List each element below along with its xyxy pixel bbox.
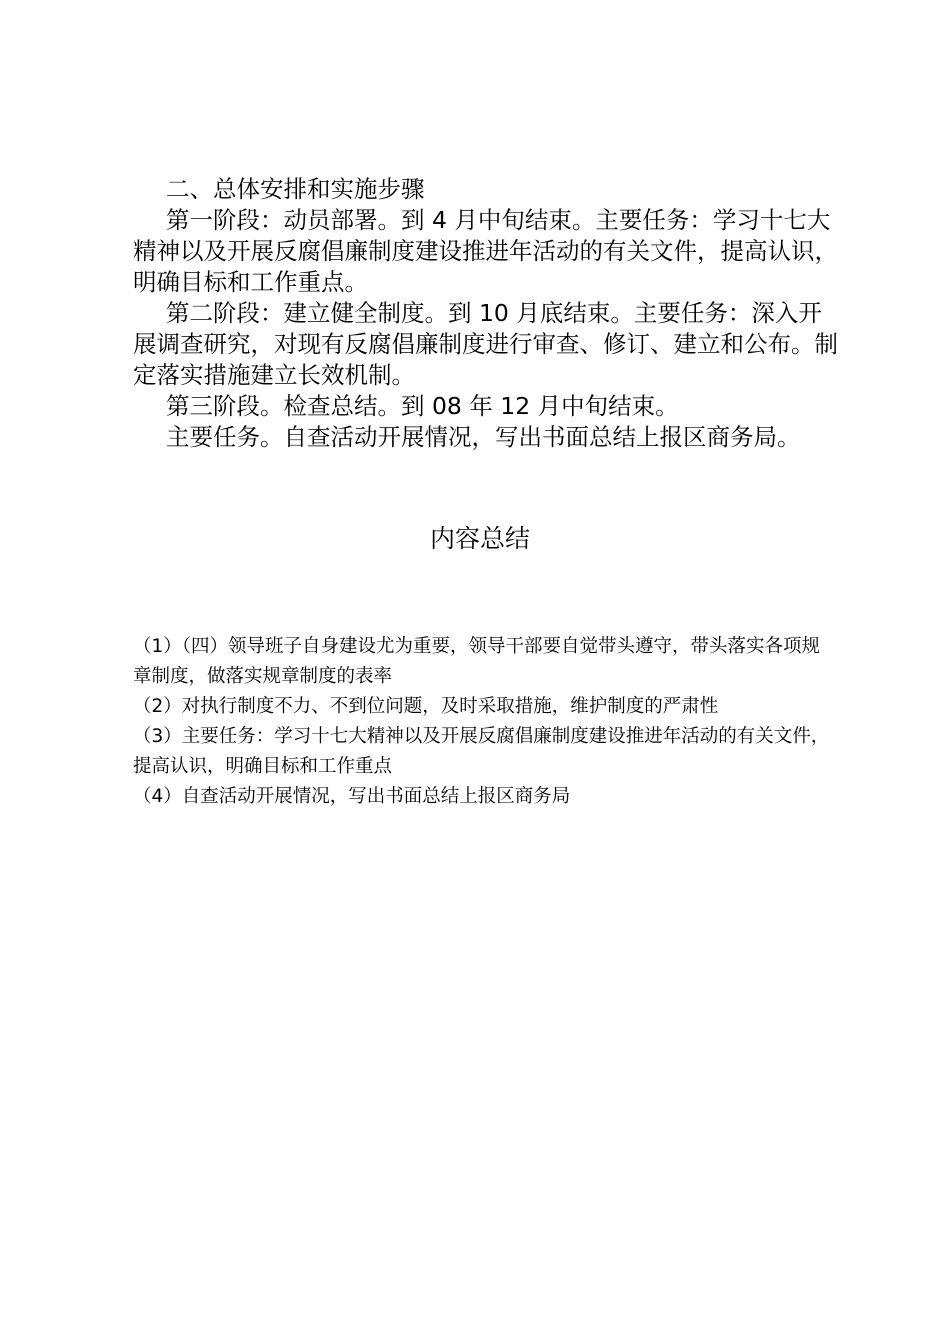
stage-three-paragraph: 第三阶段。检查总结。到 08 年 12 月中旬结束。 <box>166 392 679 420</box>
document-body <box>133 174 838 453</box>
summary-item: （3）主要任务：学习十七大精神以及开展反腐倡廉制度建设推进年活动的有关文件，提高认识，明确目标和工作重点 <box>133 726 830 777</box>
main-tasks-paragraph: 主要任务。自查活动开展情况，写出书面总结上报区商务局。 <box>166 423 801 451</box>
stage-one-paragraph: 第一阶段：动员部署。到 4 月中旬结束。主要任务：学习十七大精神以及开展反腐倡廉制度建设推进年活动的有关文件，提高认识，明确目标和工作重点。 <box>133 206 838 296</box>
summary-item: （1）（四）领导班子自身建设尤为重要，领导干部要自觉带头遵守，带头落实各项规章制度，做落实规章制度的表率 <box>133 636 821 687</box>
summary-item: （2）对执行制度不力、不到位问题，及时采取措施，维护制度的严肃性 <box>133 696 719 717</box>
summary-item: （4）自查活动开展情况，写出书面总结上报区商务局 <box>133 786 571 807</box>
stage-two-paragraph: 第二阶段：建立健全制度。到 10 月底结束。主要任务：深入开展调查研究，对现有反腐倡廉制度进行审查、修订、建立和公布。制定落实措施建立长效机制。 <box>133 299 838 389</box>
summary-title: 内容总结 <box>429 524 530 553</box>
section-heading: 二、总体安排和实施步骤 <box>166 175 425 203</box>
summary-list <box>133 632 833 812</box>
